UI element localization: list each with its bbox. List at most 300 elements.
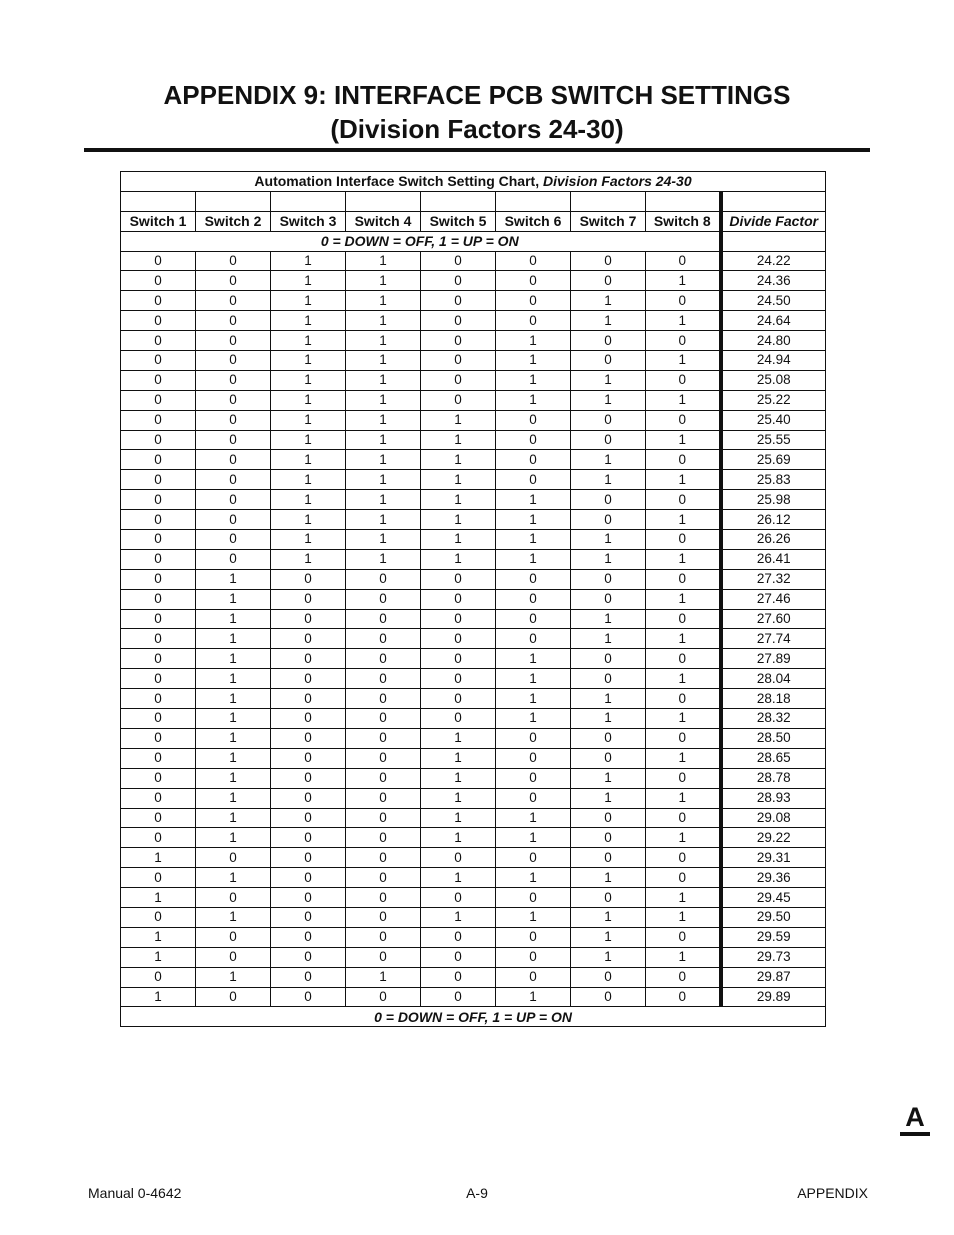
switch-cell: 0 — [346, 728, 421, 748]
title-underline — [84, 148, 870, 152]
divide-factor-cell: 29.50 — [721, 907, 826, 927]
switch-cell: 1 — [571, 450, 646, 470]
switch-cell: 0 — [346, 987, 421, 1007]
switch-cell: 1 — [346, 271, 421, 291]
switch-cell: 1 — [571, 788, 646, 808]
divide-factor-cell: 28.93 — [721, 788, 826, 808]
switch-cell: 1 — [571, 768, 646, 788]
divide-factor-cell: 25.98 — [721, 490, 826, 510]
switch-cell: 0 — [121, 271, 196, 291]
switch-cell: 1 — [571, 907, 646, 927]
switch-cell: 0 — [196, 450, 271, 470]
switch-cell: 1 — [271, 490, 346, 510]
switch-cell: 0 — [271, 748, 346, 768]
switch-cell: 0 — [496, 848, 571, 868]
table-row — [121, 430, 826, 450]
switch-cell: 0 — [421, 927, 496, 947]
switch-cell: 1 — [346, 549, 421, 569]
switch-cell: 0 — [421, 689, 496, 709]
switch-cell: 0 — [271, 609, 346, 629]
table-body — [121, 251, 826, 1007]
switch-cell: 0 — [571, 271, 646, 291]
switch-cell: 0 — [496, 927, 571, 947]
switch-cell: 1 — [646, 470, 721, 490]
divide-factor-cell: 27.74 — [721, 629, 826, 649]
switch-cell: 1 — [196, 868, 271, 888]
table-row — [121, 828, 826, 848]
switch-cell: 1 — [196, 609, 271, 629]
divide-factor-cell: 28.04 — [721, 669, 826, 689]
switch-cell: 0 — [346, 888, 421, 908]
switch-cell: 1 — [346, 311, 421, 331]
switch-cell: 1 — [646, 629, 721, 649]
page-title — [84, 78, 870, 146]
switch-cell: 1 — [196, 788, 271, 808]
switch-cell: 0 — [271, 868, 346, 888]
header-switch-7: Switch 7 — [571, 211, 646, 231]
table-row — [121, 311, 826, 331]
switch-cell: 0 — [646, 490, 721, 510]
switch-cell: 0 — [121, 868, 196, 888]
switch-cell: 0 — [646, 410, 721, 430]
switch-cell: 0 — [496, 629, 571, 649]
switch-cell: 0 — [646, 331, 721, 351]
switch-cell: 1 — [646, 390, 721, 410]
divide-factor-cell: 25.08 — [721, 370, 826, 390]
switch-cell: 0 — [421, 669, 496, 689]
table-row — [121, 927, 826, 947]
switch-cell: 0 — [196, 549, 271, 569]
switch-cell: 0 — [271, 569, 346, 589]
switch-cell: 1 — [496, 510, 571, 530]
switch-cell: 0 — [121, 808, 196, 828]
switch-cell: 0 — [571, 848, 646, 868]
divide-factor-cell: 27.89 — [721, 649, 826, 669]
switch-cell: 0 — [271, 907, 346, 927]
switch-cell: 0 — [646, 291, 721, 311]
switch-cell: 0 — [346, 589, 421, 609]
divide-factor-cell: 25.55 — [721, 430, 826, 450]
switch-cell: 1 — [271, 251, 346, 271]
switch-cell: 1 — [646, 589, 721, 609]
switch-cell: 1 — [346, 370, 421, 390]
switch-cell: 1 — [646, 788, 721, 808]
switch-cell: 1 — [496, 689, 571, 709]
switch-cell: 1 — [196, 589, 271, 609]
switch-cell: 1 — [646, 888, 721, 908]
switch-cell: 0 — [421, 888, 496, 908]
switch-cell: 0 — [346, 907, 421, 927]
table-row — [121, 768, 826, 788]
switch-cell: 0 — [271, 768, 346, 788]
switch-cell: 0 — [646, 927, 721, 947]
switch-cell: 1 — [571, 689, 646, 709]
table-row — [121, 251, 826, 271]
switch-cell: 1 — [646, 907, 721, 927]
switch-cell: 1 — [196, 768, 271, 788]
table-row — [121, 490, 826, 510]
table-row — [121, 947, 826, 967]
table-row — [121, 788, 826, 808]
footer-page-number: A-9 — [466, 1185, 488, 1201]
switch-cell: 0 — [121, 351, 196, 371]
switch-cell: 0 — [196, 927, 271, 947]
switch-cell: 1 — [646, 430, 721, 450]
switch-cell: 0 — [646, 967, 721, 987]
table-row — [121, 689, 826, 709]
switch-cell: 0 — [571, 490, 646, 510]
table-row — [121, 808, 826, 828]
divide-factor-cell: 28.32 — [721, 709, 826, 729]
switch-cell: 0 — [571, 569, 646, 589]
switch-cell: 0 — [346, 828, 421, 848]
switch-cell: 1 — [421, 788, 496, 808]
switch-cell: 1 — [421, 768, 496, 788]
table-row — [121, 569, 826, 589]
header-switch-3: Switch 3 — [271, 211, 346, 231]
switch-cell: 0 — [571, 828, 646, 848]
divide-factor-cell: 29.36 — [721, 868, 826, 888]
switch-cell: 1 — [346, 251, 421, 271]
switch-cell: 0 — [571, 888, 646, 908]
switch-cell: 1 — [196, 808, 271, 828]
switch-cell: 0 — [196, 430, 271, 450]
divide-factor-cell: 24.50 — [721, 291, 826, 311]
switch-cell: 0 — [421, 271, 496, 291]
switch-cell: 0 — [421, 390, 496, 410]
switch-cell: 0 — [571, 251, 646, 271]
switch-cell: 0 — [571, 430, 646, 450]
switch-cell: 1 — [571, 927, 646, 947]
header-switch-5: Switch 5 — [421, 211, 496, 231]
table-row — [121, 410, 826, 430]
switch-cell: 1 — [496, 649, 571, 669]
switch-cell: 0 — [571, 351, 646, 371]
switch-cell: 0 — [271, 828, 346, 848]
switch-cell: 0 — [196, 510, 271, 530]
switch-cell: 0 — [121, 251, 196, 271]
switch-cell: 1 — [496, 530, 571, 550]
switch-cell: 0 — [121, 748, 196, 768]
switch-cell: 1 — [496, 828, 571, 848]
switch-cell: 0 — [496, 410, 571, 430]
divide-factor-cell: 25.69 — [721, 450, 826, 470]
divide-factor-cell: 25.22 — [721, 390, 826, 410]
switch-cell: 0 — [421, 649, 496, 669]
switch-cell: 0 — [346, 808, 421, 828]
divide-factor-cell: 26.41 — [721, 549, 826, 569]
table-row — [121, 530, 826, 550]
switch-cell: 0 — [496, 967, 571, 987]
divide-factor-cell: 29.89 — [721, 987, 826, 1007]
switch-cell: 0 — [496, 271, 571, 291]
switch-cell: 1 — [571, 947, 646, 967]
switch-cell: 0 — [121, 291, 196, 311]
divide-factor-cell: 28.65 — [721, 748, 826, 768]
switch-cell: 0 — [496, 450, 571, 470]
table-row — [121, 907, 826, 927]
divide-factor-cell: 28.18 — [721, 689, 826, 709]
switch-cell: 1 — [571, 311, 646, 331]
divide-factor-cell: 29.22 — [721, 828, 826, 848]
switch-cell: 0 — [571, 748, 646, 768]
switch-cell: 0 — [646, 987, 721, 1007]
table-row — [121, 748, 826, 768]
switch-cell: 1 — [496, 808, 571, 828]
switch-cell: 1 — [196, 709, 271, 729]
switch-cell: 0 — [346, 689, 421, 709]
switch-cell: 0 — [271, 848, 346, 868]
divide-factor-cell: 28.78 — [721, 768, 826, 788]
switch-cell: 1 — [421, 549, 496, 569]
switch-cell: 0 — [571, 967, 646, 987]
section-tab-letter: A — [900, 1102, 930, 1136]
table-caption — [121, 172, 826, 192]
switch-cell: 0 — [421, 569, 496, 589]
switch-cell: 0 — [121, 709, 196, 729]
switch-cell: 1 — [346, 510, 421, 530]
switch-cell: 1 — [346, 331, 421, 351]
switch-cell: 0 — [271, 967, 346, 987]
table-row — [121, 271, 826, 291]
switch-cell: 0 — [571, 331, 646, 351]
switch-cell: 1 — [496, 331, 571, 351]
switch-cell: 0 — [196, 311, 271, 331]
switch-setting-table — [120, 171, 826, 1027]
switch-cell: 0 — [496, 251, 571, 271]
switch-cell: 1 — [571, 291, 646, 311]
switch-cell: 0 — [421, 589, 496, 609]
switch-cell: 1 — [496, 709, 571, 729]
switch-cell: 0 — [121, 510, 196, 530]
switch-cell: 1 — [121, 848, 196, 868]
table-row — [121, 888, 826, 908]
switch-cell: 1 — [196, 629, 271, 649]
switch-cell: 0 — [346, 947, 421, 967]
divide-factor-cell: 29.73 — [721, 947, 826, 967]
switch-cell: 0 — [196, 470, 271, 490]
switch-cell: 0 — [121, 450, 196, 470]
switch-cell: 0 — [646, 609, 721, 629]
switch-cell: 0 — [346, 669, 421, 689]
switch-cell: 1 — [421, 470, 496, 490]
divide-factor-cell: 24.94 — [721, 351, 826, 371]
switch-cell: 0 — [121, 390, 196, 410]
switch-cell: 1 — [271, 271, 346, 291]
divide-factor-cell: 26.26 — [721, 530, 826, 550]
switch-cell: 1 — [196, 828, 271, 848]
switch-cell: 0 — [421, 947, 496, 967]
switch-cell: 1 — [571, 530, 646, 550]
switch-cell: 0 — [571, 510, 646, 530]
switch-cell: 0 — [121, 569, 196, 589]
switch-cell: 0 — [346, 748, 421, 768]
switch-cell: 1 — [571, 868, 646, 888]
divide-factor-cell: 29.87 — [721, 967, 826, 987]
switch-cell: 1 — [121, 888, 196, 908]
table-row — [121, 331, 826, 351]
switch-cell: 0 — [196, 490, 271, 510]
switch-cell: 0 — [646, 768, 721, 788]
header-switch-4: Switch 4 — [346, 211, 421, 231]
switch-cell: 0 — [196, 987, 271, 1007]
switch-cell: 0 — [421, 351, 496, 371]
switch-cell: 0 — [121, 728, 196, 748]
switch-cell: 1 — [271, 291, 346, 311]
switch-cell: 1 — [121, 987, 196, 1007]
switch-cell: 1 — [196, 967, 271, 987]
divide-factor-cell: 27.46 — [721, 589, 826, 609]
switch-cell: 0 — [421, 311, 496, 331]
switch-cell: 0 — [421, 291, 496, 311]
switch-cell: 1 — [271, 430, 346, 450]
switch-cell: 0 — [646, 530, 721, 550]
switch-cell: 0 — [121, 649, 196, 669]
switch-cell: 0 — [646, 868, 721, 888]
switch-cell: 0 — [121, 549, 196, 569]
divide-factor-cell: 29.59 — [721, 927, 826, 947]
switch-cell: 1 — [346, 490, 421, 510]
title-line-2: (Division Factors 24-30) — [330, 114, 624, 144]
switch-cell: 0 — [121, 370, 196, 390]
switch-cell: 1 — [196, 569, 271, 589]
switch-cell: 1 — [646, 271, 721, 291]
switch-cell: 1 — [421, 510, 496, 530]
switch-cell: 0 — [271, 947, 346, 967]
switch-cell: 0 — [121, 331, 196, 351]
header-divide-factor: Divide Factor — [721, 211, 826, 231]
table-row — [121, 450, 826, 470]
switch-cell: 1 — [421, 828, 496, 848]
switch-cell: 0 — [496, 589, 571, 609]
switch-cell: 0 — [421, 709, 496, 729]
switch-cell: 1 — [496, 868, 571, 888]
header-switch-2: Switch 2 — [196, 211, 271, 231]
switch-cell: 1 — [646, 709, 721, 729]
switch-cell: 1 — [346, 530, 421, 550]
table-row — [121, 549, 826, 569]
switch-cell: 0 — [121, 828, 196, 848]
switch-cell: 1 — [571, 470, 646, 490]
switch-cell: 1 — [421, 410, 496, 430]
switch-cell: 1 — [646, 549, 721, 569]
switch-cell: 1 — [346, 351, 421, 371]
switch-cell: 1 — [571, 390, 646, 410]
switch-cell: 0 — [421, 370, 496, 390]
switch-cell: 0 — [571, 669, 646, 689]
table-row — [121, 390, 826, 410]
switch-cell: 0 — [121, 768, 196, 788]
switch-cell: 0 — [346, 609, 421, 629]
switch-cell: 0 — [346, 629, 421, 649]
switch-cell: 0 — [646, 848, 721, 868]
switch-cell: 0 — [421, 629, 496, 649]
switch-cell: 0 — [496, 788, 571, 808]
switch-cell: 0 — [421, 967, 496, 987]
switch-cell: 1 — [346, 410, 421, 430]
switch-cell: 0 — [121, 609, 196, 629]
switch-cell: 0 — [646, 808, 721, 828]
switch-cell: 0 — [421, 331, 496, 351]
switch-cell: 0 — [121, 410, 196, 430]
switch-cell: 1 — [496, 351, 571, 371]
switch-cell: 1 — [271, 331, 346, 351]
switch-cell: 1 — [571, 709, 646, 729]
header-switch-8: Switch 8 — [646, 211, 721, 231]
switch-cell: 0 — [646, 728, 721, 748]
divide-factor-cell: 24.22 — [721, 251, 826, 271]
table-row — [121, 967, 826, 987]
switch-cell: 1 — [271, 390, 346, 410]
switch-cell: 1 — [271, 530, 346, 550]
table-row — [121, 649, 826, 669]
legend-top: 0 = DOWN = OFF, 1 = UP = ON — [121, 231, 721, 251]
switch-cell: 0 — [346, 768, 421, 788]
switch-cell: 0 — [196, 291, 271, 311]
footer-section: APPENDIX — [797, 1185, 868, 1201]
switch-cell: 0 — [271, 888, 346, 908]
switch-cell: 0 — [421, 251, 496, 271]
switch-cell: 1 — [271, 410, 346, 430]
footer-manual-number: Manual 0-4642 — [88, 1185, 182, 1201]
switch-cell: 0 — [121, 470, 196, 490]
switch-cell: 0 — [271, 649, 346, 669]
switch-cell: 1 — [271, 370, 346, 390]
switch-cell: 0 — [196, 370, 271, 390]
table-row — [121, 589, 826, 609]
switch-cell: 1 — [646, 510, 721, 530]
table-row — [121, 728, 826, 748]
switch-cell: 0 — [571, 589, 646, 609]
table-row — [121, 351, 826, 371]
switch-cell: 0 — [421, 987, 496, 1007]
switch-cell: 1 — [196, 649, 271, 669]
switch-cell: 1 — [496, 390, 571, 410]
switch-cell: 1 — [496, 987, 571, 1007]
switch-cell: 1 — [646, 748, 721, 768]
switch-cell: 1 — [421, 530, 496, 550]
switch-cell: 0 — [421, 609, 496, 629]
switch-cell: 1 — [496, 907, 571, 927]
switch-cell: 0 — [196, 888, 271, 908]
switch-cell: 1 — [421, 728, 496, 748]
switch-cell: 1 — [646, 311, 721, 331]
legend-bottom: 0 = DOWN = OFF, 1 = UP = ON — [121, 1007, 826, 1027]
switch-cell: 1 — [271, 470, 346, 490]
switch-cell: 1 — [496, 549, 571, 569]
switch-cell: 1 — [271, 351, 346, 371]
switch-cell: 0 — [271, 709, 346, 729]
switch-cell: 1 — [346, 967, 421, 987]
switch-cell: 1 — [196, 728, 271, 748]
switch-cell: 1 — [421, 430, 496, 450]
switch-cell: 0 — [571, 649, 646, 669]
switch-cell: 0 — [346, 569, 421, 589]
switch-cell: 1 — [571, 629, 646, 649]
switch-cell: 0 — [121, 490, 196, 510]
switch-cell: 0 — [496, 311, 571, 331]
switch-cell: 1 — [196, 689, 271, 709]
switch-cell: 0 — [196, 530, 271, 550]
switch-cell: 1 — [196, 669, 271, 689]
switch-cell: 0 — [121, 530, 196, 550]
switch-cell: 0 — [121, 311, 196, 331]
divide-factor-cell: 29.31 — [721, 848, 826, 868]
table-header-row — [121, 211, 826, 231]
table-row — [121, 987, 826, 1007]
switch-cell: 0 — [571, 410, 646, 430]
switch-cell: 0 — [346, 848, 421, 868]
